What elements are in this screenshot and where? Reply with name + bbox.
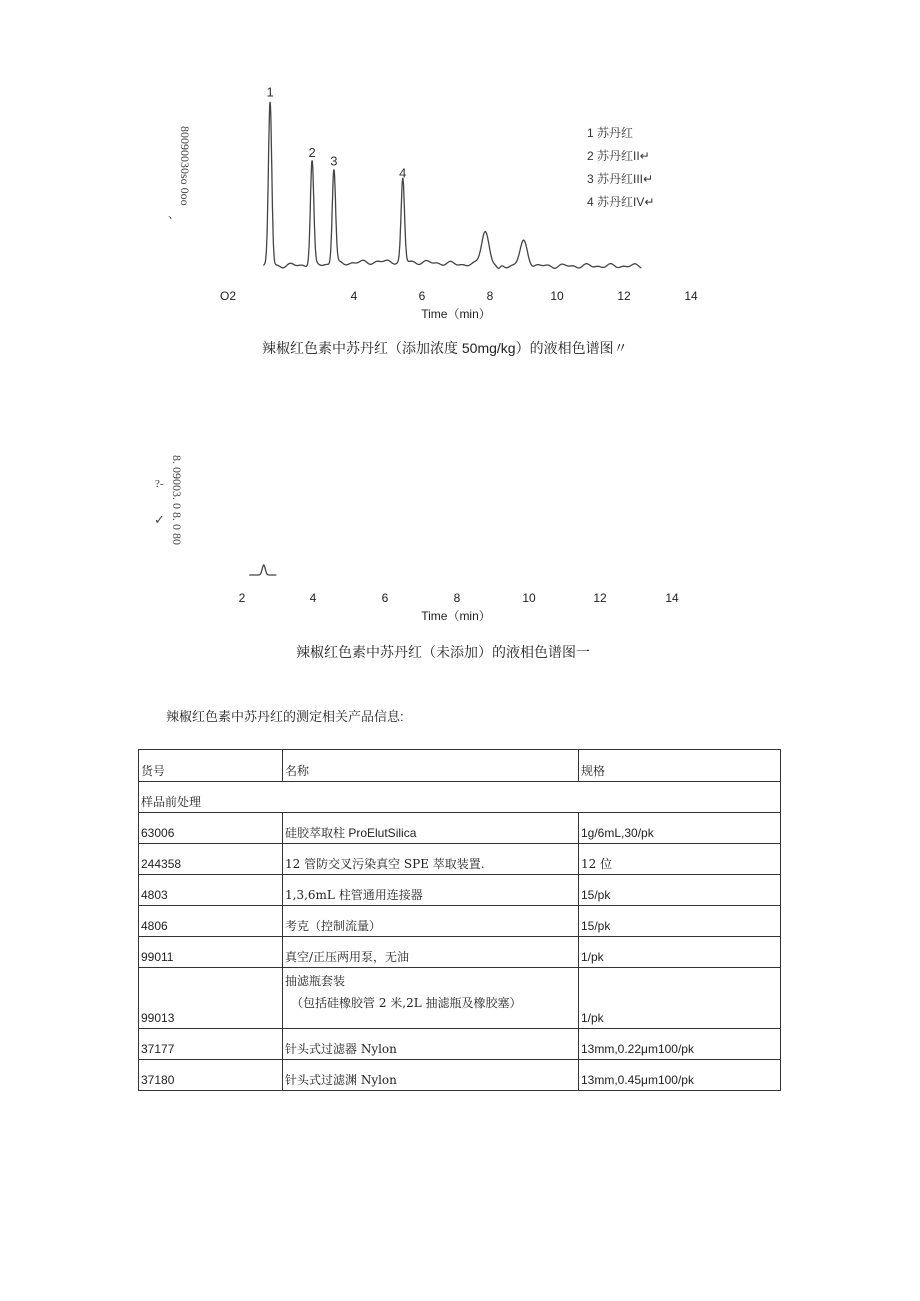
row-code: 99011 bbox=[139, 937, 283, 968]
chart2-y-axis-label: 8. 09003. 0 8. 0 80 bbox=[170, 455, 184, 545]
chart2-trace bbox=[249, 565, 276, 575]
chart2-x-tick-label: 12 bbox=[593, 591, 607, 605]
row-code: 4806 bbox=[139, 906, 283, 937]
row-spec: 1g/6mL,30/pk bbox=[579, 813, 781, 844]
chart2-x-tick-label: 14 bbox=[665, 591, 679, 605]
chart1-x-tick-label: 10 bbox=[550, 289, 564, 303]
chart2-caption: 辣椒红色素中苏丹红（未添加）的液相色谱图一 bbox=[296, 644, 590, 660]
row-code: 37177 bbox=[139, 1029, 283, 1060]
chart1-x-tick-label: O2 bbox=[219, 289, 237, 303]
table-row bbox=[139, 1029, 781, 1060]
table-row bbox=[139, 937, 781, 968]
chart1-x-tick-label: 6 bbox=[418, 289, 426, 303]
chart1 bbox=[0, 0, 920, 330]
table-header-row bbox=[139, 750, 781, 782]
row-name-main: 抽滤瓶套装 bbox=[285, 974, 346, 988]
chart2 bbox=[0, 440, 920, 640]
chart1-legend-entry: 4 苏丹红IV↵ bbox=[587, 195, 655, 209]
chart1-y-axis-label: 80090030so 0oo bbox=[178, 126, 192, 206]
chart1-peak-label: 4 bbox=[399, 165, 407, 181]
row-name: 针头式过滤渊 Nylon bbox=[283, 1060, 579, 1091]
table-row bbox=[139, 844, 781, 875]
row-name: 真空/正压两用泵，无油 bbox=[283, 937, 579, 968]
row-spec: 13mm,0.45μm100/pk bbox=[579, 1060, 781, 1091]
chart2-x-axis-label: Time（min） bbox=[421, 609, 491, 623]
row-spec: 1/pk bbox=[579, 937, 781, 968]
chart1-legend-entry: 2 苏丹红II↵ bbox=[587, 149, 650, 163]
table-row bbox=[139, 906, 781, 937]
chart1-legend-entry: 3 苏丹红III↵ bbox=[587, 172, 654, 186]
header-spec: 规格 bbox=[579, 750, 781, 782]
chart1-peak-label: 2 bbox=[308, 144, 316, 160]
chart1-y-mark: 、 bbox=[168, 207, 181, 221]
row-name: 1,3,6mL 柱管通用连接器 bbox=[283, 875, 579, 906]
row-spec: 13mm,0.22μm100/pk bbox=[579, 1029, 781, 1060]
table-section-row bbox=[139, 782, 781, 813]
row-spec: 15/pk bbox=[579, 875, 781, 906]
chart2-x-tick-label: 10 bbox=[522, 591, 536, 605]
chart2-x-tick-label: 8 bbox=[453, 591, 461, 605]
chart2-y-mark-2: ✓ bbox=[154, 512, 165, 527]
row-name: 考克（控制流量） bbox=[283, 906, 579, 937]
row-code: 4803 bbox=[139, 875, 283, 906]
table-row bbox=[139, 813, 781, 844]
row-code: 37180 bbox=[139, 1060, 283, 1091]
chart1-x-axis-label: Time（min） bbox=[421, 307, 491, 321]
row-spec: 12 位 bbox=[579, 844, 781, 875]
chart1-peak-label: 3 bbox=[330, 153, 338, 169]
header-name: 名称 bbox=[283, 750, 579, 782]
row-code: 244358 bbox=[139, 844, 283, 875]
table-row bbox=[139, 968, 781, 1029]
chart2-x-tick-label: 6 bbox=[381, 591, 389, 605]
row-code: 63006 bbox=[139, 813, 283, 844]
chart1-x-tick-label: 4 bbox=[350, 289, 358, 303]
chart1-caption: 辣椒红色素中苏丹红（添加浓度 50mg/kg）的液相色谱图〃 bbox=[262, 340, 628, 356]
chart2-y-mark-1: ?- bbox=[155, 478, 164, 490]
chart2-x-tick-label: 4 bbox=[309, 591, 317, 605]
chart1-x-tick-label: 14 bbox=[684, 289, 698, 303]
row-name: 针头式过滤器 Nylon bbox=[283, 1029, 579, 1060]
header-code: 货号 bbox=[139, 750, 283, 782]
row-name-sub: （包括硅橡胶管 2 米,2L 抽滤瓶及橡胶塞） bbox=[291, 996, 522, 1010]
chart1-peak-label: 1 bbox=[266, 84, 274, 100]
table-row bbox=[139, 875, 781, 906]
product-table bbox=[138, 749, 781, 1091]
row-spec: 1/pk bbox=[579, 968, 781, 1029]
row-name: 12 管防交叉污染真空 SPE 萃取装置. bbox=[283, 844, 579, 875]
chart1-trace bbox=[263, 102, 641, 269]
product-info-intro: 辣椒红色素中苏丹红的测定相关产品信息: bbox=[166, 709, 404, 724]
chart2-x-tick-label: 2 bbox=[238, 591, 246, 605]
section-title: 样品前处理 bbox=[139, 782, 781, 813]
row-name: 硅胶萃取柱 ProElutSilica bbox=[283, 813, 579, 844]
row-name bbox=[283, 968, 579, 1029]
chart1-legend-entry: 1 苏丹红 bbox=[587, 126, 634, 140]
chart1-x-tick-label: 8 bbox=[486, 289, 494, 303]
chart1-x-tick-label: 12 bbox=[617, 289, 631, 303]
table-row bbox=[139, 1060, 781, 1091]
row-spec: 15/pk bbox=[579, 906, 781, 937]
row-code: 99013 bbox=[139, 968, 283, 1029]
